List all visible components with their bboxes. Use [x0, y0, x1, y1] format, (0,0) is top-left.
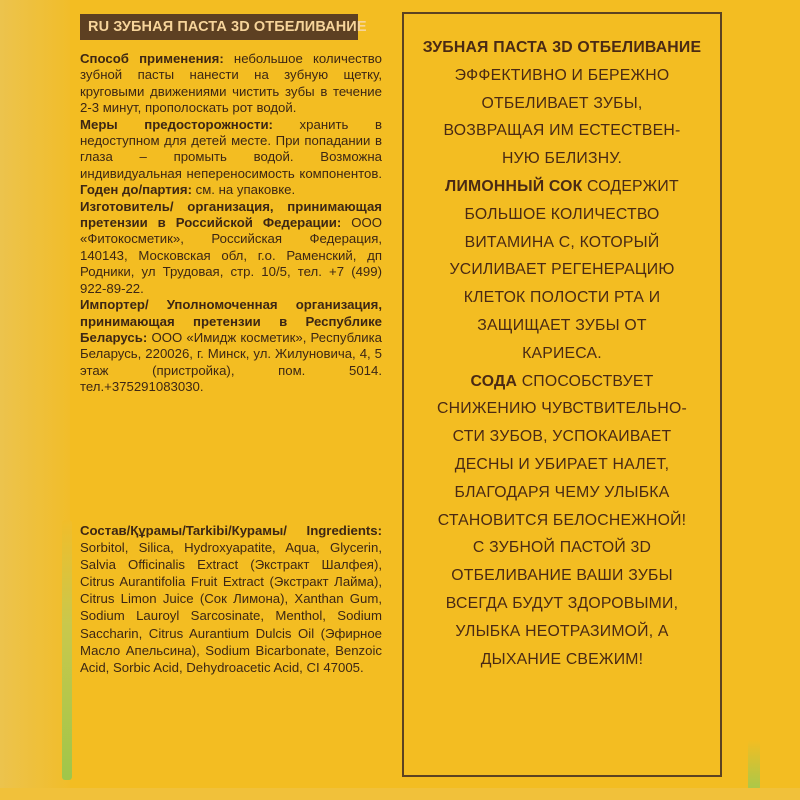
precautions-label: Меры предосторожности:	[80, 116, 273, 132]
lemon-line: УСИЛИВАЕТ РЕГЕНЕРАЦИЮ	[449, 261, 675, 279]
intro-line: ОТБЕЛИВАЕТ ЗУБЫ,	[481, 94, 643, 112]
left-info-panel	[80, 14, 382, 396]
composition-text: Sorbitol, Silica, Hydroxyapatite, Aqua, Glycerin, Salvia Officinalis Extract (Экстракт Шалфея), Citrus Aurantifolia Fruit Extract (Экстракт Лайма), Citrus Limon Juice (Сок Лимона), Xanthan Gum, Sodium Lauroyl Sarcosinate, Menthol, Sodium Saccharin, Citrus Aurantium Dulcis Oil (Эфирное Масло Апельсина), Sodium Bicarbonate, Benzoic Acid, Sorbic Acid, Dehydroacetic Acid, CI 47005.	[80, 540, 382, 675]
description-text	[404, 34, 720, 673]
soda-label: СОДА	[470, 372, 518, 390]
closing-line: УЛЫБКА НЕОТРАЗИМОЙ, А	[455, 622, 669, 640]
closing-line: ОТБЕЛИВАНИЕ ВАШИ ЗУБЫ	[451, 567, 673, 585]
lemon-heading-rest: СОДЕРЖИТ	[582, 177, 679, 195]
lemon-line: БОЛЬШОЕ КОЛИЧЕСТВО	[464, 205, 660, 223]
intro-line: НУЮ БЕЛИЗНУ.	[501, 150, 623, 168]
precautions-text: хранить в недоступном для детей месте. При попадании в глаза – промыть водой. Возможна индивидуальная непереносимость компонентов.	[80, 116, 382, 181]
lemon-heading-line	[404, 173, 720, 201]
lemon-line: ЗАЩИЩАЕТ ЗУБЫ ОТ	[477, 316, 647, 334]
lemon-line: ВИТАМИНА С, КОТОРЫЙ	[464, 233, 660, 251]
intro-line: ВОЗВРАЩАЯ ИМ ЕСТЕСТВЕН-	[443, 122, 681, 140]
manufacturer-paragraph	[80, 199, 382, 297]
intro-line: ЭФФЕКТИВНО И БЕРЕЖНО	[454, 66, 670, 84]
expiry-label: Годен до/партия:	[80, 182, 192, 198]
soda-heading-rest: СПОСОБСТВУЕТ	[517, 372, 654, 390]
right-description-panel	[402, 12, 722, 777]
usage-paragraph	[80, 51, 382, 117]
closing-line: ВСЕГДА БУДУТ ЗДОРОВЫМИ,	[445, 594, 679, 612]
importer-label: Импортер/ Уполномоченная организация, принимающая претензии в Республике Беларусь:	[80, 297, 382, 345]
soda-heading-line	[404, 368, 720, 396]
soda-line: СТИ ЗУБОВ, УСПОКАИВАЕТ	[452, 428, 672, 446]
closing-line: ДЫХАНИЕ СВЕЖИМ!	[480, 650, 644, 668]
lemon-juice-label: ЛИМОННЫЙ СОК	[445, 177, 583, 195]
closing-line: С ЗУБНОЙ ПАСТОЙ 3D	[472, 539, 652, 557]
composition-paragraph	[80, 522, 382, 676]
soda-line: ДЕСНЫ И УБИРАЕТ НАЛЕТ,	[454, 455, 670, 473]
composition-block	[80, 522, 382, 676]
importer-paragraph	[80, 297, 382, 395]
package-edge-left	[62, 520, 72, 780]
background-edge-bottom	[0, 788, 800, 800]
product-header: RU ЗУБНАЯ ПАСТА 3D ОТБЕЛИВАНИЕ	[80, 14, 358, 40]
manufacturer-label: Изготовитель/ организация, принимающая претензии в Российской Федерации:	[80, 198, 382, 231]
lemon-line: КАРИЕСА.	[522, 344, 602, 362]
expiry-text: см. на упаковке.	[191, 182, 296, 198]
manufacturer-text: ООО «Фитокосметик», Российская Федерация, 140143, Московская обл, г.о. Раменский, дп Родники, ул Трудовая, стр. 10/5, тел. +7 (499) 922-89-22.	[80, 215, 383, 296]
lemon-line: КЛЕТОК ПОЛОСТИ РТА И	[463, 289, 661, 307]
description-title: ЗУБНАЯ ПАСТА 3D ОТБЕЛИВАНИЕ	[422, 39, 702, 56]
importer-text: ООО «Имидж косметик», Республика Беларусь, 220026, г. Минск, ул. Жилуновича, 4, 5 этаж (пристройка), пом. 5014. тел.+375291083030.	[80, 329, 382, 395]
usage-label: Способ применения:	[80, 51, 224, 66]
usage-text: небольшое количество зубной пасты нанести на зубную щетку, круговыми движениями чистить зубы в течение 2-3 минут, прополоскать рот водой.	[80, 51, 383, 116]
soda-line: СТАНОВИТСЯ БЕЛОСНЕЖНОЙ!	[437, 511, 687, 529]
soda-line: БЛАГОДАРЯ ЧЕМУ УЛЫБКА	[454, 483, 670, 501]
precautions-paragraph	[80, 117, 382, 199]
composition-label: Состав/Құрамы/Tarkibi/Курамы/ Ingredients:	[80, 523, 382, 538]
background-edge	[0, 0, 70, 800]
soda-line: СНИЖЕНИЮ ЧУВСТВИТЕЛЬНО-	[437, 400, 687, 418]
package-edge-right	[748, 740, 760, 790]
